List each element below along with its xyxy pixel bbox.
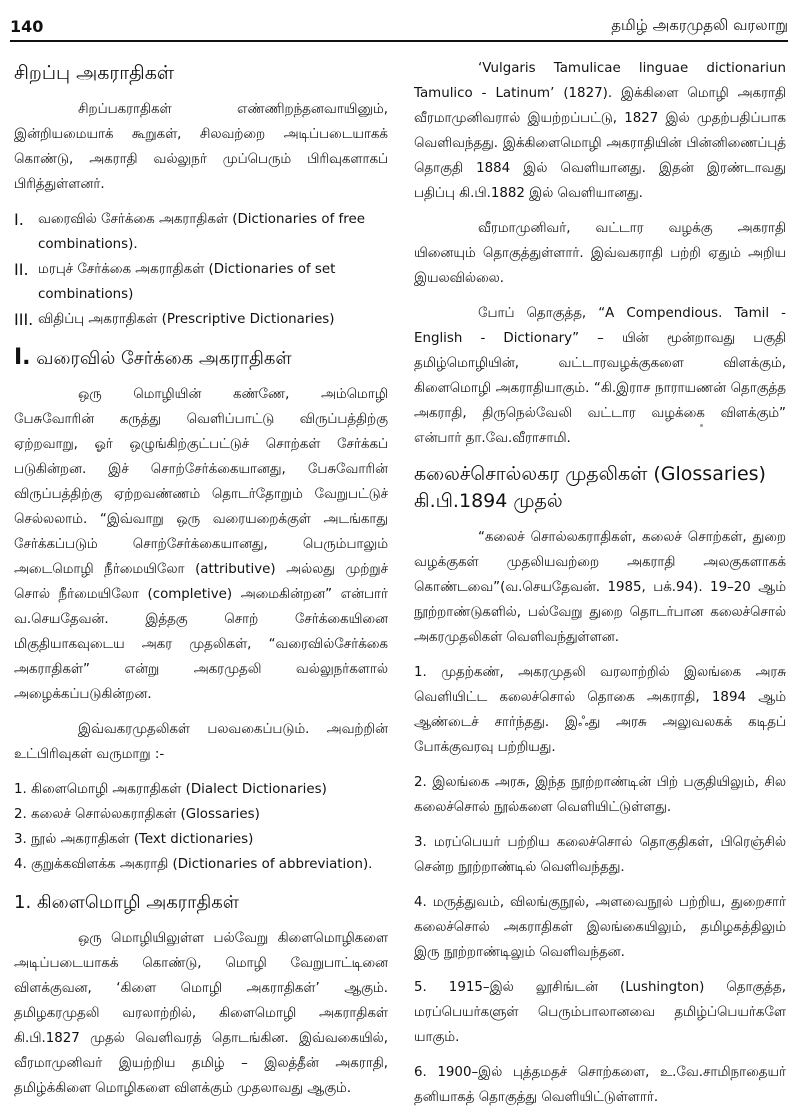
paragraph: “கலைச் சொல்லகராதிகள், கலைச் சொற்கள், துறை வழக்குகள் முதலியவற்றை அகராதி அலகுகளாகக் கொண்டவை”(வ.செயதேவன். 1985, பக்.94). 19–20 ஆம் நூற்றாண்டுகளில், பல்வேறு துறை தொடர்பான கலைச்சொல் அகரமுதலிகள் வெளிவந்துள்ளன. <box>414 530 786 645</box>
page-number: 140 <box>10 17 44 36</box>
glossary-items <box>414 660 786 1110</box>
list-item: 1. கிளைமொழி அகராதிகள் (Dialect Dictionaries) <box>14 782 327 797</box>
list-item: 1. முதற்கண், அகரமுதலி வரலாற்றில் இலங்கை அரசு வெளியிட்ட கலைச்சொல் தொகை அகராதி, 1894 ஆம் ஆண்டைச் சார்ந்தது. இஃது அரசு அலுவலகக் கடிதப் போக்குவரவு பற்றியது. <box>414 665 786 755</box>
list-item: 3. மரப்பெயர் பற்றிய கலைச்சொல் தொகுதிகள், பிரெஞ்சில் சென்ற நூற்றாண்டில் வெளிவந்தது. <box>414 835 786 875</box>
list-item: II. மரபுச் சேர்க்கை அகராதிகள் (Dictionaries of set combinations) <box>14 260 336 302</box>
paragraph: வீரமாமுனிவர், வட்டார வழக்கு அகராதி யினையும் தொகுத்துள்ளார். இவ்வகராதி பற்றி ஏதும் அறிய இயலவில்லை. <box>414 221 786 286</box>
list-item: 4. மருத்துவம், விலங்குநூல், அளவைநூல் பற்றிய, துறைசார் கலைச்சொல் அகராதிகள் இலங்கையிலும், தமிழகத்திலும் இரு நூற்றாண்டிலும் வெளிவந்தன. <box>414 895 786 960</box>
list-item: I. வரைவில் சேர்க்கை அகராதிகள் (Dictionaries of free combinations). <box>14 210 365 252</box>
list-item: 4. குறுக்கவிளக்க அகராதி (Dictionaries of abbreviation). <box>14 857 373 872</box>
list-item: III. விதிப்பு அகராதிகள் (Prescriptive Dictionaries) <box>14 310 335 329</box>
subtypes-list <box>14 777 388 877</box>
running-title: தமிழ் அகரமுதலி வரலாறு <box>611 16 788 34</box>
section-title-special-dictionaries: சிறப்பு அகராதிகள் <box>14 62 175 84</box>
list-item: 3. நூல் அகராதிகள் (Text dictionaries) <box>14 832 254 847</box>
list-item: 6. 1900–இல் புத்தமதச் சொற்களை, உ.வே.சாமிநாதையர் தனியாகத் தொகுத்து வெளியிட்டுள்ளார். <box>414 1065 786 1105</box>
right-column <box>414 56 786 1120</box>
paragraph: ஒரு மொழியின் கண்ணே, அம்மொழி பேசுவோரின் கருத்து வெளிப்பாட்டு விருப்பத்திற்கு ஏற்றவாறு, ஓர் ஒழுங்கிற்குட்பட்டுச் சொற்கள் சேர்க்கப் படுகின்றன. இச் சொற்சேர்க்கையானது, பேசுவோரின் விருப்பத்திற்கு ஏற்றவண்ணம் தொடர்தோறும் வேறுபட்டுச் செல்லலாம். “இவ்வாறு ஒரு வரையறைக்குள் அடங்காது சேர்க்கப்படும் சொற்சேர்க்கையானது, பெரும்பாலும் அடைமொழி நீர்மையிலோ (attributive) அல்லது முற்றுச் சொல் நீர்மையிலோ (completive) அமைகின்றன” என்பார் வ.செயதேவன். இத்தகு சொற் சேர்க்கையினை மிகுதியாகவுடைய அகர முதலிகள், “வரைவில்சேர்க்கை அகராதிகள்” என்று அகரமுதலி வல்லுநர்களால் அழைக்கப்படுகின்றன. <box>14 387 388 702</box>
section-title-glossaries: கலைச்சொல்லகர முதலிகள் (Glossaries) கி.பி.1894 முதல் <box>414 463 766 512</box>
paragraph: போப் தொகுத்த, “A Compendious. Tamil - English - Dictionary” – யின் மூன்றாவது பகுதி தமிழ்மொழியின், வட்டாரவழக்குகளை விளக்கும், கிளைமொழி அகராதியாகும். “கி.இராச நாராயணன் தொகுத்த அகராதி, திருநெல்வேலி வட்டார வழக்கை விளக்கும்” என்பார் தா.வே.வீராசாமி. <box>414 306 786 446</box>
list-item: 5. 1915–இல் லூசிங்டன் (Lushington) தொகுத்த, மரப்பெயர்களுள் பெரும்பாலானவை தமிழ்ப்பெயர்களே யாகும். <box>414 980 786 1045</box>
paragraph: ஒரு மொழியிலுள்ள பல்வேறு கிளைமொழிகளை அடிப்படையாகக் கொண்டு, மொழி வேறுபாட்டினை விளக்குவன, ‘கிளை மொழி அகராதிகள்’ ஆகும். தமிழகரமுதலி வரலாற்றில், கிளைமொழி அகராதிகள் கி.பி.1827 முதல் வெளிவரத் தொடங்கின. இவ்வகையில், வீரமாமுனிவர் இயற்றிய தமிழ் – இலத்தீன் அகராதி, தமிழ்க்கிளை மொழிகளை விளக்கும் முதலாவது ஆகும். <box>14 931 388 1096</box>
section-title-dialect-dictionaries: 1. கிளைமொழி அகராதிகள் <box>14 892 239 913</box>
dictionary-types-list <box>14 207 388 332</box>
print-speck <box>700 424 703 427</box>
paragraph: ‘Vulgaris Tamulicae linguae dictionariun Tamulico - Latinum’ (1827). இக்கிளை மொழி அகராதி வீரமாமுனிவரால் இயற்றப்பட்டு, 1827 இல் முதற்பதிப்பாக வெளிவந்தது. இக்கிளைமொழி அகராதியின் பின்னிணைப்புத் தொகுதி 1884 இல் வெளியானது. இதன் இரண்டாவது பதிப்பு கி.பி.1882 இல் வெளியானது. <box>414 61 786 201</box>
paragraph: சிறப்பகராதிகள் எண்ணிறந்தனவாயினும், இன்றியமையாக் கூறுகள், சிலவற்றை அடிப்படையாகக் கொண்டு, அகராதி வல்லுநர் முப்பெரும் பிரிவுகளாகப் பிரித்துள்ளனர். <box>14 102 388 192</box>
list-item: 2. இலங்கை அரசு, இந்த நூற்றாண்டின் பிற் பகுதியிலும், சில கலைச்சொல் நூல்களை வெளியிட்டுள்ளது. <box>414 775 786 815</box>
left-column <box>14 56 388 1111</box>
running-header <box>10 16 788 42</box>
list-item: 2. கலைச் சொல்லகராதிகள் (Glossaries) <box>14 807 260 822</box>
paragraph: இவ்வகரமுதலிகள் பலவகைப்படும். அவற்றின் உட்பிரிவுகள் வருமாறு :- <box>14 722 388 762</box>
section-title-free-combinations: I. வரைவில் சேர்க்கை அகராதிகள் <box>14 345 292 370</box>
